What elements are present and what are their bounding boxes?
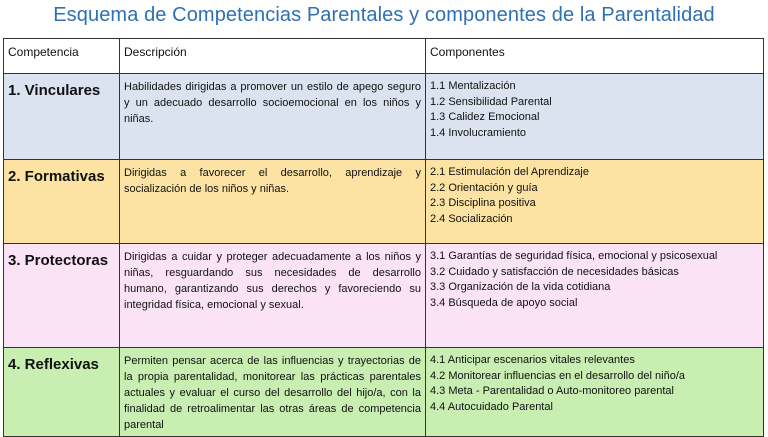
competency-components bbox=[426, 348, 764, 437]
competency-name: 2. Formativas bbox=[4, 160, 120, 244]
competency-components bbox=[426, 244, 764, 348]
component-item: 2.2 Orientación y guía bbox=[430, 181, 538, 194]
page-title: Esquema de Competencias Parentales y componentes de la Parentalidad bbox=[53, 4, 715, 26]
component-item: 2.4 Socialización bbox=[430, 212, 513, 225]
table-header-row bbox=[4, 39, 764, 74]
table-row bbox=[4, 244, 764, 348]
component-item: 1.3 Calidez Emocional bbox=[430, 111, 540, 123]
competency-name: 4. Reflexivas bbox=[4, 348, 120, 437]
component-item: 4.2 Monitorear influencias en el desarrollo del niño/a bbox=[430, 369, 685, 382]
competency-description: Dirigidas a cuidar y proteger adecuadamente a los niños y niñas, resguardando sus necesidades de desarrollo humano, garantizando sus derechos y favoreciendo su integridad física, emocional y sexual. bbox=[120, 244, 426, 348]
component-item: 2.3 Disciplina positiva bbox=[430, 197, 536, 209]
component-item: 1.1 Mentalización bbox=[430, 80, 516, 92]
competency-name: 1. Vinculares bbox=[4, 74, 120, 160]
table-row bbox=[4, 348, 764, 437]
component-item: 2.1 Estimulación del Aprendizaje bbox=[430, 166, 589, 178]
competency-components bbox=[426, 160, 764, 244]
component-item: 3.1 Garantías de seguridad física, emocional y psicosexual bbox=[430, 250, 718, 262]
competency-components bbox=[426, 74, 764, 160]
component-item: 3.4 Búsqueda de apoyo social bbox=[430, 296, 578, 309]
component-item: 4.3 Meta - Parentalidad o Auto-monitoreo parental bbox=[430, 385, 674, 397]
component-item: 3.2 Cuidado y satisfacción de necesidades básicas bbox=[430, 265, 679, 278]
table-row bbox=[4, 160, 764, 244]
header-competencia: Competencia bbox=[4, 39, 120, 74]
competency-description: Dirigidas a favorecer el desarrollo, aprendizaje y socialización de los niños y niñas. bbox=[120, 160, 426, 244]
component-item: 1.2 Sensibilidad Parental bbox=[430, 95, 552, 108]
header-descripcion: Descripción bbox=[120, 39, 426, 74]
component-item: 3.3 Organización de la vida cotidiana bbox=[430, 281, 611, 293]
component-item: 4.4 Autocuidado Parental bbox=[430, 400, 553, 413]
component-item: 1.4 Involucramiento bbox=[430, 126, 526, 139]
competency-description: Permiten pensar acerca de las influencias y trayectorias de la propia parentalidad, monitorear las prácticas parentales actuales y evaluar el curso del desarrollo del hijo/a, con la finalidad de retroalimentar las otras áreas de competencia parental bbox=[120, 348, 426, 437]
competency-name: 3. Protectoras bbox=[4, 244, 120, 348]
component-item: 4.1 Anticipar escenarios vitales relevantes bbox=[430, 354, 635, 366]
competencies-table bbox=[3, 38, 764, 437]
table-row bbox=[4, 74, 764, 160]
competency-description: Habilidades dirigidas a promover un estilo de apego seguro y un adecuado desarrollo socioemocional en los niños y niñas. bbox=[120, 74, 426, 160]
header-componentes: Componentes bbox=[426, 39, 764, 74]
